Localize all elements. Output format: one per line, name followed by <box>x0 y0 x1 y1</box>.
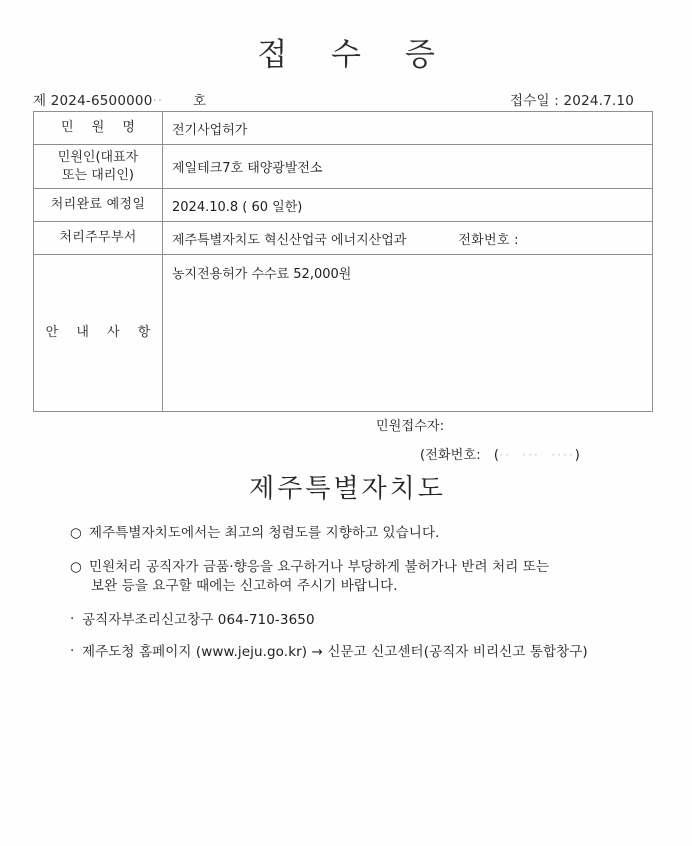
table-row <box>34 189 653 222</box>
table-row <box>34 145 653 189</box>
notice-text-line1: 제주특별자치도에서는 최고의 청렴도를 지향하고 있습니다. <box>89 525 440 541</box>
document-number-prefix: 제 2024-6500000 <box>33 93 153 109</box>
row-value-department <box>163 222 653 255</box>
circle-bullet-icon: ○ <box>70 558 82 575</box>
row-label-guidance <box>34 255 163 412</box>
label-text: 처리주무부서 <box>59 230 137 246</box>
receiver-phone <box>420 444 580 463</box>
notice-text-line1: 공직자부조리신고창구 064-710-3650 <box>82 611 315 628</box>
receiver-label: 민원접수자: <box>376 419 445 434</box>
page-title: 접 수 증 <box>257 37 452 73</box>
receiver-phone-close: ) <box>574 448 581 463</box>
notice-item <box>70 611 650 631</box>
receiver-phone-open: (전화번호: ( <box>420 448 500 463</box>
row-value-guidance: 농지전용허가 수수료 52,000원 <box>163 255 653 412</box>
document-number-suffix: 호 <box>193 93 207 109</box>
document-number-redacted: ·· <box>152 93 164 109</box>
circle-bullet-icon: ○ <box>70 525 82 541</box>
label-text: 처리완료 예정일 <box>50 197 146 213</box>
row-label-application-name <box>34 112 163 145</box>
notice-text-line2: 보완 등을 요구할 때에는 신고하여 주시기 바랍니다. <box>91 578 398 595</box>
notice-item <box>70 643 650 663</box>
row-label-applicant <box>34 145 163 189</box>
notice-text-line1: 제주도청 홈페이지 (www.jeju.go.kr) → 신문고 신고센터(공직자 비리신고 통합창구) <box>82 644 588 661</box>
table-row <box>34 222 653 255</box>
receipt-date: 접수일 : 2024.7.10 <box>510 93 634 109</box>
document-header <box>33 89 653 109</box>
dot-bullet-icon: · <box>70 610 75 627</box>
notice-text-line1: 민원처리 공직자가 금품·향응을 요구하거나 부당하게 불허가나 반려 처리 또는 <box>89 558 550 575</box>
notice-list <box>70 524 650 676</box>
department-phone-label: 전화번호 : <box>458 232 519 248</box>
organization-name: 제주특별자치도 <box>249 474 446 504</box>
document-number <box>33 89 163 109</box>
receiver-phone-redacted: ·· ··· ···· <box>499 448 575 462</box>
row-value-completion-date: 2024.10.8 ( 60 일한) <box>163 189 653 222</box>
row-label-department <box>34 222 163 255</box>
dot-bullet-icon: · <box>70 643 75 660</box>
department-name: 제주특별자치도 혁신산업국 에너지산업과 <box>172 232 407 248</box>
department-line <box>172 229 652 248</box>
label-text-line2: 또는 대리인) <box>62 167 134 183</box>
row-value-application-name: 전기사업허가 <box>163 112 653 145</box>
label-text: 안 내 사 항 <box>45 325 158 341</box>
label-text: 민 원 명 <box>61 120 142 136</box>
notice-item <box>70 558 650 597</box>
row-label-completion-date <box>34 189 163 222</box>
table-row <box>34 112 653 145</box>
notice-item <box>70 524 650 544</box>
receipt-info-table <box>33 111 653 412</box>
table-row <box>34 255 653 412</box>
row-value-applicant: 제일테크7호 태양광발전소 <box>163 145 653 189</box>
label-text-line1: 민원인(대표자 <box>57 150 139 165</box>
